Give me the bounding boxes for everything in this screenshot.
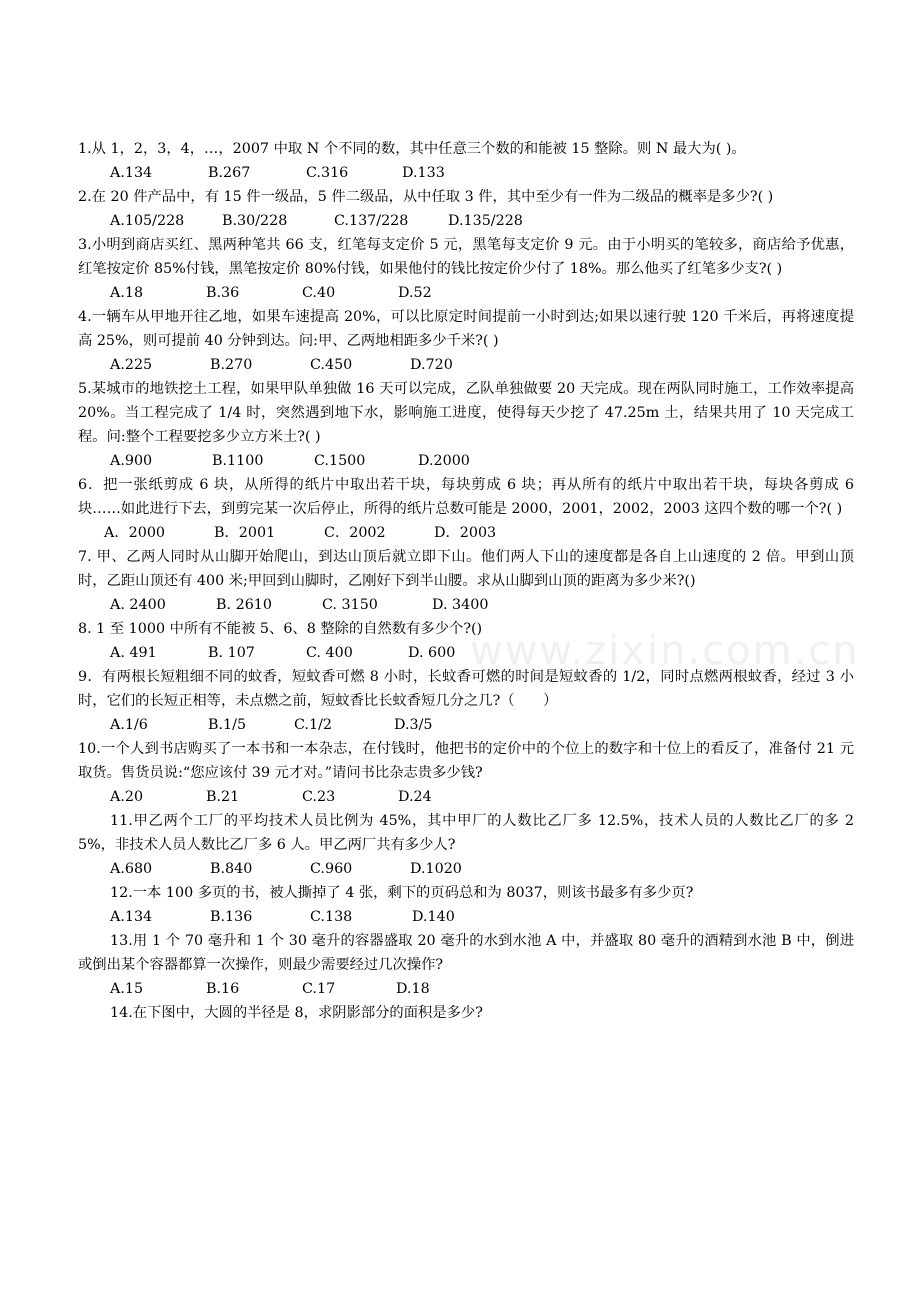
- option-b: B. 2610: [216, 597, 272, 613]
- question-text: 10.一个人到书店购买了一本书和一本杂志，在付钱时，他把书的定价中的个位上的数字和十位上的看反了，准备付 21 元取货。售货员说:“您应该付 39 元才对。”请问书比杂志贵多少钱?: [78, 741, 854, 781]
- option-b: B.267: [208, 165, 251, 181]
- answer-options: [78, 161, 854, 185]
- question-14: [78, 1001, 854, 1025]
- option-a: A.20: [110, 789, 144, 805]
- question-5: [78, 377, 854, 473]
- question-3: [78, 233, 854, 305]
- question-text: 8. 1 至 1000 中所有不能被 5、6、8 整除的自然数有多少个?(): [78, 621, 483, 637]
- option-d: D.52: [398, 285, 432, 301]
- answer-options: [78, 785, 854, 809]
- option-a: A.680: [110, 861, 153, 877]
- option-c: C.316: [306, 165, 349, 181]
- option-c: C.1/2: [294, 717, 332, 733]
- option-c: C.137/228: [334, 213, 409, 229]
- option-c: C.17: [302, 981, 336, 997]
- question-text: 13.用 1 个 70 毫升和 1 个 30 毫升的容器盛取 20 毫升的水到水池 A 中，并盛取 80 毫升的酒精到水池 B 中，倒进或倒出某个容器都算一次操作，则最少需要经过几次操作?: [78, 933, 854, 973]
- question-8: [78, 617, 854, 665]
- question-12: [78, 881, 854, 929]
- option-d: D.1020: [410, 861, 462, 877]
- option-a: A.900: [110, 453, 153, 469]
- question-text: 12.一本 100 多页的书，被人撕掉了 4 张，剩下的页码总和为 8037，则该书最多有多少页?: [110, 885, 694, 901]
- option-c: C．2002: [324, 525, 386, 541]
- option-a: A. 2400: [110, 597, 166, 613]
- question-11: [78, 809, 854, 881]
- question-text: 2.在 20 件产品中，有 15 件一级品，5 件二级品，从中任取 3 件，其中至少有一件为二级品的概率是多少?( ): [78, 189, 774, 205]
- option-d: D. 600: [408, 645, 456, 661]
- option-a: A.225: [110, 357, 153, 373]
- option-a: A.134: [110, 909, 153, 925]
- option-a: A. 491: [110, 645, 157, 661]
- question-10: [78, 737, 854, 809]
- answer-options: [78, 905, 854, 929]
- question-text: 5.某城市的地铁挖土工程，如果甲队单独做 16 天可以完成，乙队单独做要 20 天完成。现在两队同时施工，工作效率提高 20%。当工程完成了 1/4 时，突然遇到地下水，影响施工进度，使得每天少挖了 47.25m 土，结果共用了 10 天完成工程。问:整个工程要挖多少立方米土?( ): [78, 381, 854, 445]
- option-c: C.40: [302, 285, 336, 301]
- option-c: C.138: [310, 909, 353, 925]
- option-b: B．2001: [214, 525, 276, 541]
- answer-options: [78, 977, 854, 1001]
- question-text: 14.在下图中，大圆的半径是 8，求阴影部分的面积是多少?: [110, 1005, 483, 1021]
- watermark: www.zixin.com.cn: [470, 628, 860, 674]
- answer-options: [78, 521, 854, 545]
- option-d: D. 3400: [432, 597, 489, 613]
- option-d: D.3/5: [394, 717, 433, 733]
- option-b: B.36: [206, 285, 240, 301]
- option-d: D.24: [398, 789, 432, 805]
- option-b: B.136: [210, 909, 253, 925]
- answer-options: [78, 353, 854, 377]
- answer-options: [78, 281, 854, 305]
- option-a: A.1/6: [110, 717, 148, 733]
- option-b: B.21: [206, 789, 240, 805]
- option-b: B.30/228: [222, 213, 288, 229]
- option-c: C. 3150: [322, 597, 378, 613]
- question-2: [78, 185, 854, 233]
- option-b: B.16: [206, 981, 240, 997]
- answer-options: [78, 593, 854, 617]
- answer-options: [78, 713, 854, 737]
- answer-options: [78, 449, 854, 473]
- question-text: 9．有两根长短粗细不同的蚊香，短蚊香可燃 8 小时，长蚊香可燃的时间是短蚊香的 1/2，同时点燃两根蚊香，经过 3 小时，它们的长短正相等，未点燃之前，短蚊香比长蚊香短几分之几?（ ）: [78, 669, 854, 709]
- option-d: D.2000: [418, 453, 470, 469]
- option-c: C.23: [302, 789, 336, 805]
- option-d: D.135/228: [448, 213, 523, 229]
- option-c: C.450: [310, 357, 353, 373]
- option-d: D.18: [396, 981, 430, 997]
- option-c: C.960: [310, 861, 353, 877]
- option-d: D.133: [402, 165, 445, 181]
- question-4: [78, 305, 854, 377]
- option-c: C.1500: [314, 453, 366, 469]
- question-text: 1.从 1，2，3，4，…，2007 中取 N 个不同的数，其中任意三个数的和能被 15 整除。则 N 最大为( )。: [78, 141, 746, 157]
- option-a: A．2000: [104, 525, 166, 541]
- option-b: B.1/5: [208, 717, 247, 733]
- question-1: [78, 137, 854, 185]
- option-d: D.720: [410, 357, 453, 373]
- question-text: 3.小明到商店买红、黑两种笔共 66 支，红笔每支定价 5 元，黑笔每支定价 9 元。由于小明买的笔较多，商店给予优惠，红笔按定价 85%付钱，黑笔按定价 80%付钱，如果他付的钱比按定价少付了 18%。那么他买了红笔多少支?( ): [78, 237, 854, 277]
- question-list: [78, 137, 854, 1025]
- option-a: A.18: [110, 285, 144, 301]
- option-b: B.840: [210, 861, 253, 877]
- question-text: 11.甲乙两个工厂的平均技术人员比例为 45%，其中甲厂的人数比乙厂多 12.5%，技术人员的人数比乙厂的多 25%，非技术人员人数比乙厂多 6 人。甲乙两厂共有多少人?: [78, 813, 854, 853]
- option-a: A.105/228: [110, 213, 185, 229]
- option-b: B. 107: [208, 645, 255, 661]
- question-9: [78, 665, 854, 737]
- option-a: A.134: [110, 165, 153, 181]
- answer-options: [78, 641, 854, 665]
- question-text: 6．把一张纸剪成 6 块，从所得的纸片中取出若干块，每块剪成 6 块；再从所有的纸片中取出若干块，每块各剪成 6 块……如此进行下去，到剪完某一次后停止，所得的纸片总数可能是 2000，2001，2002，2003 这四个数的哪一个?( ): [78, 477, 854, 517]
- option-c: C. 400: [306, 645, 353, 661]
- option-d: D.140: [412, 909, 455, 925]
- question-text: 4.一辆车从甲地开往乙地，如果车速提高 20%，可以比原定时间提前一小时到达;如果以速行驶 120 千米后，再将速度提高 25%，则可提前 40 分钟到达。问:甲、乙两地相距多少千米?( ): [78, 309, 854, 349]
- question-text: 7. 甲、乙两人同时从山脚开始爬山，到达山顶后就立即下山。他们两人下山的速度都是各自上山速度的 2 倍。甲到山顶时，乙距山顶还有 400 米;甲回到山脚时，乙刚好下到半山腰。求从山脚到山顶的距离为多少米?(): [78, 549, 854, 589]
- answer-options: [78, 857, 854, 881]
- option-a: A.15: [110, 981, 144, 997]
- question-6: [78, 473, 854, 545]
- question-7: [78, 545, 854, 617]
- answer-options: [78, 209, 854, 233]
- option-d: D．2003: [434, 525, 497, 541]
- question-13: [78, 929, 854, 1001]
- option-b: B.270: [210, 357, 253, 373]
- option-b: B.1100: [212, 453, 264, 469]
